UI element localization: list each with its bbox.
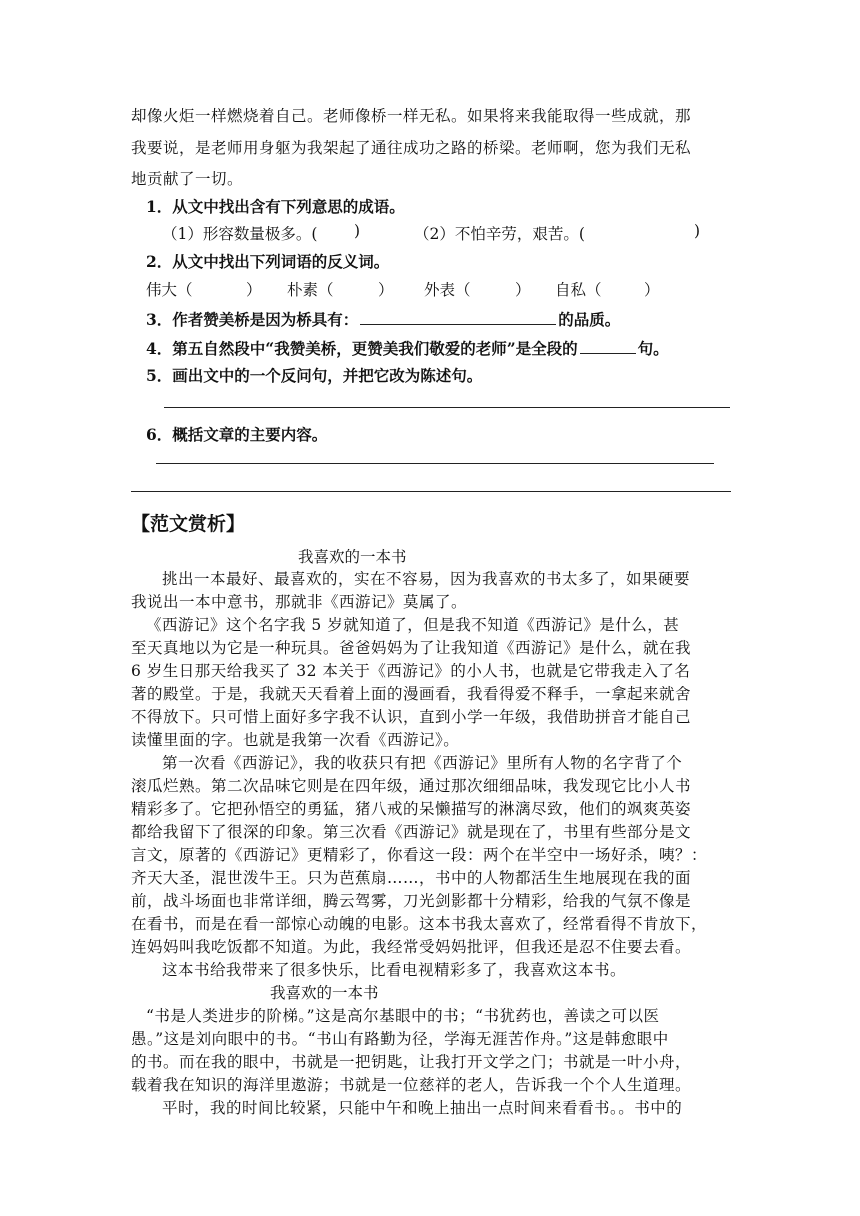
essay-line: 滚瓜烂熟。第二次品味它则是在四年级，通过那次细细品味，我发现它比小人书 [131,777,692,795]
essay-line: 齐天大圣，混世泼牛王。只为芭蕉扇……，书中的人物都活生生地展现在我的面 [131,869,692,887]
question-4-suffix: 句。 [637,339,669,358]
answer-line[interactable] [164,407,730,408]
answer-blank[interactable] [580,335,636,354]
question-3-prefix: 3．作者赞美桥是因为桥具有： [146,310,359,329]
paragraph-line: 地贡献了一切。 [131,170,244,188]
essay-line: 连妈妈叫我吃饭都不知道。为此，我经常受妈妈批评，但我还是忍不住要去看。 [131,938,692,956]
antonym-blank-open: 外表（ [424,281,471,299]
essay-line: 前，战斗场面也非常详细，腾云驾雾，刀光剑影都十分精彩，给我的气氛不像是 [131,892,692,910]
essay-line: 都给我留下了很深的印象。第三次看《西游记》就是现在了，书里有些部分是文 [131,823,692,841]
antonym-blank-close: ） [515,281,531,299]
paragraph-line: 却像火炬一样燃烧着自己。老师像桥一样无私。如果将来我能取得一些成就，那 [131,107,692,125]
essay-line: 在看书，而是在看一部惊心动魄的电影。这本书我太喜欢了，经常看得不肯放下， [131,915,708,933]
answer-blank[interactable] [360,306,556,325]
question-1-sub-1: （1）形容数量极多。( [162,225,318,243]
essay-line: 愚。”这是刘向眼中的书。“书山有路勤为径，学海无涯苦作舟。”这是韩愈眼中 [131,1030,669,1048]
question-1-sub-2: （2）不怕辛劳，艰苦。( [414,225,585,243]
essay-title: 我喜欢的一本书 [270,984,379,1002]
essay-line: 言文，原著的《西游记》更精彩了，你看这一段：两个在半空中一场好杀，咦？： [131,846,708,864]
antonym-blank-close: ） [246,281,262,299]
essay-line: 读懂里面的字。也就是我第一次看《西游记》。 [131,731,460,749]
essay-line: 著的殿堂。于是，我就天天看着上面的漫画看，我看得爱不释手，一拿起来就舍 [131,685,692,703]
section-heading: 【范文赏析】 [131,513,246,535]
question-1-sub-2-close: ) [694,222,701,240]
essay-line: 精彩多了。它把孙悟空的勇猛，猪八戒的呆懒描写的淋漓尽致，他们的飒爽英姿 [131,800,692,818]
essay-line: 我说出一本中意书，那就非《西游记》莫属了。 [131,593,468,611]
essay-line: 《西游记》这个名字我 5 岁就知道了，但是我不知道《西游记》是什么，甚 [146,616,680,634]
essay-line: 平时，我的时间比较紧，只能中午和晚上抽出一点时间来看看书。。书中的 [162,1099,683,1117]
essay-line: 载着我在知识的海洋里遨游；书就是一位慈祥的老人，告诉我一个个人生道理。 [131,1076,692,1094]
antonym-blank-open: 自私（ [555,281,602,299]
question-3 [146,306,620,330]
answer-line[interactable] [156,463,714,464]
antonym-blank-close: ） [644,281,660,299]
paragraph-line: 我要说，是老师用身躯为我架起了通往成功之路的桥梁。老师啊，您为我们无私 [131,139,692,157]
question-3-suffix: 的品质。 [558,310,621,329]
question-6: 6．概括文章的主要内容。 [146,425,328,444]
essay-line: 的书。而在我的眼中，书就是一把钥匙，让我打开文学之门；书就是一叶小舟， [131,1053,692,1071]
essay-title: 我喜欢的一本书 [298,548,407,566]
question-4 [146,335,669,359]
question-5: 5．画出文中的一个反问句，并把它改为陈述句。 [146,366,483,385]
question-1: 1．从文中找出含有下列意思的成语。 [146,197,405,216]
essay-line: “书是人类进步的阶梯。”这是高尔基眼中的书；“书犹药也，善读之可以医 [146,1007,660,1025]
essay-line: 挑出一本最好、最喜欢的，实在不容易，因为我喜欢的书太多了，如果硬要 [162,570,691,588]
antonym-blank-open: 朴素（ [287,281,334,299]
essay-line: 不得放下。只可惜上面好多字我不认识，直到小学一年级，我借助拼音才能自己 [131,708,692,726]
section-divider [131,491,731,492]
question-4-prefix: 4．第五自然段中“我赞美桥，更赞美我们敬爱的老师”是全段的 [146,339,578,358]
essay-line: 6 岁生日那天给我买了 32 本关于《西游记》的小人书，也就是它带我走入了名 [131,662,691,680]
question-1-sub-1-close: ) [354,222,361,240]
essay-line: 至天真地以为它是一种玩具。爸爸妈妈为了让我知道《西游记》是什么，就在我 [131,639,692,657]
essay-line: 这本书给我带来了很多快乐，比看电视精彩多了，我喜欢这本书。 [162,961,627,979]
question-2: 2．从文中找出下列词语的反义词。 [146,252,390,271]
antonym-blank-close: ） [378,281,394,299]
antonym-blank-open: 伟大（ [146,281,193,299]
essay-line: 第一次看《西游记》，我的收获只有把《西游记》里所有人物的名字背了个 [162,754,683,772]
